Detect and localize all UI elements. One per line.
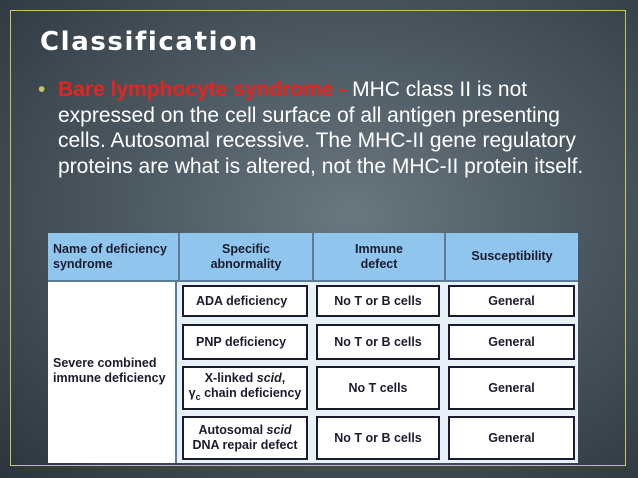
bullet-point: [38, 77, 598, 179]
slide-title: Classification: [40, 27, 259, 57]
table-row-1-abnormality: ADA deficiency: [182, 285, 308, 317]
table-row-2-abnormality: PNP deficiency: [182, 324, 308, 360]
table-row-4-abnormality: Autosomal scid DNA repair defect: [182, 416, 308, 460]
table-body: [48, 282, 578, 463]
header-abnormality: Specific abnormality: [210, 241, 282, 271]
table-row-4-defect: No T or B cells: [316, 416, 440, 460]
table-header: [48, 233, 578, 282]
bullet-term: Bare lymphocyte syndrome -: [58, 78, 353, 101]
table-row-1-susceptibility: General: [448, 285, 575, 317]
syndrome-cell: [48, 282, 177, 463]
table-row-3-susceptibility: General: [448, 366, 575, 410]
table-row-2-susceptibility: General: [448, 324, 575, 360]
table-row-2-defect: No T or B cells: [316, 324, 440, 360]
syndrome-name: Severe combined immune deficiency: [53, 356, 166, 385]
header-susceptibility: Susceptibility: [471, 249, 553, 263]
bullet-text: [38, 77, 598, 179]
immunodeficiency-table: [48, 233, 578, 463]
header-defect: Immune defect: [355, 241, 403, 271]
table-row-3-defect: No T cells: [316, 366, 440, 410]
bullet-body: MHC class II is not expressed on the cell surface of all antigen presenting cells. Autosomal recessive. The MHC-II gene regulatory proteins are what is altered, not the MHC-II protein itself.: [58, 78, 584, 178]
header-name: Name of deficiency syndrome: [53, 241, 167, 271]
bullet-dot-icon: •: [38, 78, 46, 101]
table-row-4-susceptibility: General: [448, 416, 575, 460]
table-row-1-defect: No T or B cells: [316, 285, 440, 317]
table-row-3-abnormality: X-linked scid, $\gamma_c$ chain deficiency: [182, 366, 308, 410]
